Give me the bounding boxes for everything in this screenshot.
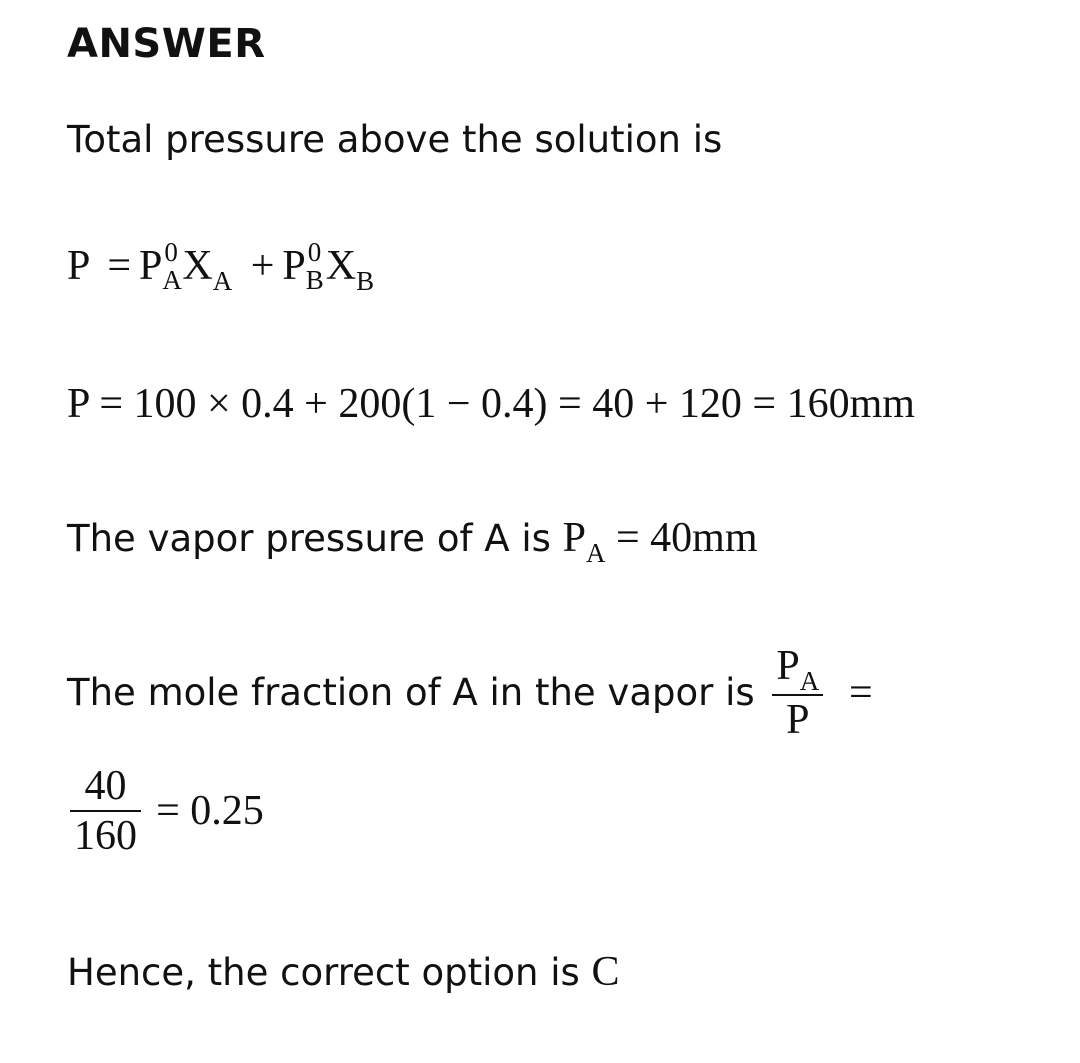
vapor-text: The vapor pressure of A is <box>67 517 563 560</box>
eq1-xb-sub: B <box>356 266 375 296</box>
eq1-pa: P <box>139 243 163 289</box>
eq1-pb-scripts <box>305 237 326 295</box>
eq1-equals: = <box>107 243 131 289</box>
result-denominator: 160 <box>74 813 137 859</box>
pressure-calculation <box>67 378 915 430</box>
eq1-lhs: P <box>67 243 89 289</box>
eq1-xa: X <box>182 243 213 289</box>
eq1-pb-sub: B <box>305 265 324 295</box>
mole-fraction-denominator: P <box>786 697 810 743</box>
mole-fraction-numerator <box>772 643 823 696</box>
eq1-pa-sub: A <box>162 265 182 295</box>
mole-text: The mole fraction of A in the vapor is <box>67 671 755 714</box>
mole-fraction-line <box>67 644 873 742</box>
eq1-pa-scripts <box>162 237 182 295</box>
vapor-rhs: = 40mm <box>605 515 758 561</box>
eq2-rhs: = 100 × 0.4 + 200(1 − 0.4) = 40 + 120 = 160mm <box>99 381 915 427</box>
total-pressure-formula <box>67 237 375 296</box>
result-numerator: 40 <box>84 763 127 809</box>
mole-num-p: P <box>776 643 800 689</box>
result-fraction-bar <box>70 810 141 812</box>
vapor-p-sub: A <box>586 538 606 568</box>
eq1-xa-sub: A <box>212 266 233 296</box>
intro-text: Total pressure above the solution is <box>67 118 723 161</box>
mole-num-sub: A <box>799 666 820 696</box>
eq1-pb: P <box>282 243 306 289</box>
mole-equals: = <box>849 670 873 716</box>
answer-heading: ANSWER <box>67 21 266 67</box>
result-fraction <box>70 764 141 858</box>
vapor-p: P <box>562 515 586 561</box>
eq1-xb: X <box>325 243 357 289</box>
conclusion-line <box>67 948 620 997</box>
eq2-lhs: P <box>67 381 89 427</box>
correct-option: C <box>591 949 620 995</box>
eq1-pa-sup: 0 <box>164 237 178 267</box>
vapor-pressure-line <box>67 514 758 566</box>
eq1-pb-sup: 0 <box>307 237 322 267</box>
conclusion-text: Hence, the correct option is <box>67 951 592 994</box>
result-rhs: = 0.25 <box>156 788 264 834</box>
mole-fraction <box>772 644 823 742</box>
mole-fraction-result <box>70 764 264 858</box>
eq1-plus: + <box>250 243 275 289</box>
